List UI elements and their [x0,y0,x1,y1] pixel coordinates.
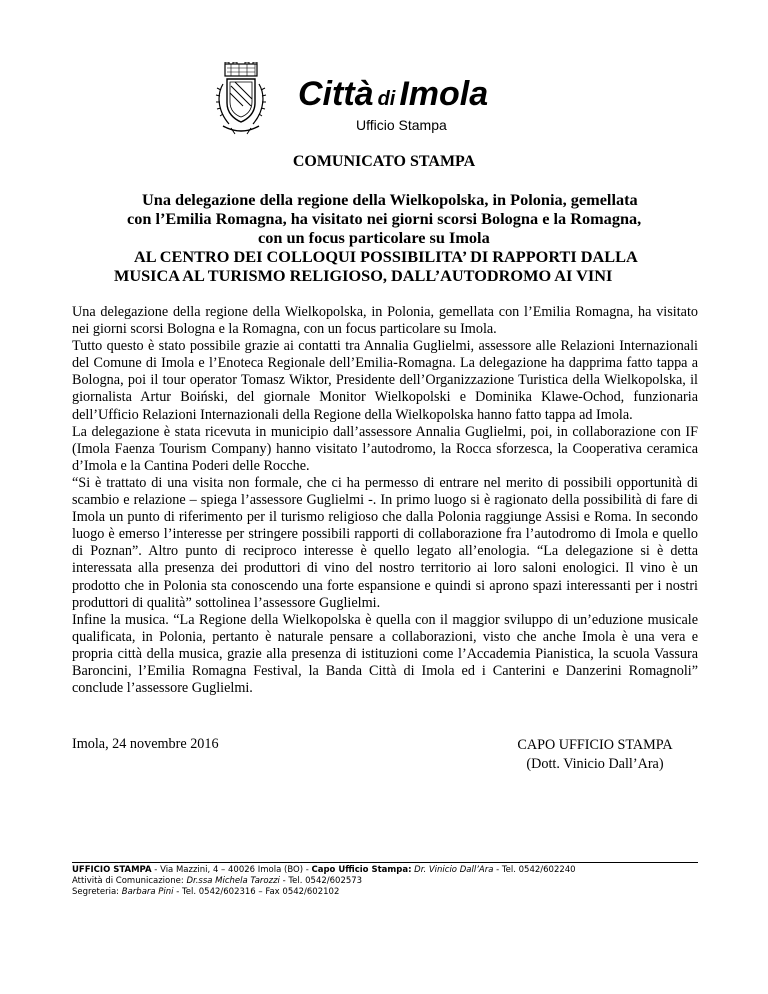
footer-line-1 [72,865,576,876]
signature-title: CAPO UFFICIO STAMPA [517,737,673,753]
footer [72,865,576,898]
article-body [72,304,698,697]
footer-line-3 [72,887,576,898]
footer-head-phone: - Tel. 0542/602240 [493,865,576,875]
footer-head-name: Dr. Vinicio Dall’Ara [411,865,494,875]
city-name-last: Imola [399,75,489,113]
headline-line-4: AL CENTRO DEI COLLOQUI POSSIBILITA’ DI RAPPORTI DALLA [134,247,638,266]
headline-line-5: MUSICA AL TURISMO RELIGIOSO, DALL’AUTODROMO AI VINI [114,266,613,285]
paragraph-1: Una delegazione della regione della Wielkopolska, in Polonia, gemellata con l’Emilia Romagna, ha visitato nei giorni scorsi Bologna e la Romagna, con un focus particolare su Imola. [72,304,698,338]
footer-secretary-phone: - Tel. 0542/602316 – Fax 0542/602102 [173,887,340,897]
date-line: Imola, 24 novembre 2016 [72,736,219,752]
imola-coat-of-arms-icon [213,62,269,136]
footer-divider [72,862,698,863]
footer-communication-name: Dr.ssa Michela Tarozzi [186,876,280,886]
footer-secretary-label: Segreteria: [72,887,122,897]
signature-block [495,736,695,774]
paragraph-3: La delegazione è stata ricevuta in municipio dall’assessore Annalia Guglielmi, poi, in collaborazione con IF (Imola Faenza Tourism Company) hanno visitato l’autodromo, la Rocca sforzesca, la Cooperativa ceramica d’Imola e la Cantina Poderi delle Rocche. [72,423,698,474]
paragraph-5: Infine la musica. “La Regione della Wielkopolska è quella con il maggior sviluppo di un’eduzione musicale qualificata, in Polonia, pertanto è naturale pensare a collaborazioni, visto che anche Imola è una vera e propria città della musica, grazie alla presenza di istituzioni come l’Accademia Pianistica, la scuola Vassura Baroncini, l’Emilia Romagna Festival, la Banda Città di Imola ed i Canterini e Danzerini Romagnoli” conclude l’assessore Guglielmi. [72,611,698,697]
signature-name: (Dott. Vinicio Dall’Ara) [526,756,664,772]
footer-communication-phone: - Tel. 0542/602573 [279,876,363,886]
footer-address: - Via Mazzini, 4 – 40026 Imola (BO) - [151,865,312,875]
footer-line-2 [72,876,576,887]
headline-line-3: con un focus particolare su Imola [258,228,490,247]
city-name-di: di [377,88,396,110]
footer-office-label: UFFICIO STAMPA [72,865,152,875]
paragraph-4: “Si è trattato di una visita non formale, che ci ha permesso di entrare nel merito di possibili opportunità di scambio e relazione – spiega l’assessore Guglielmi -. In primo luogo si è ragionato della possibilità di fare di Imola un punto di riferimento per il turismo religioso che dalla Polonia raggiunge Assisi e Roma. In secondo luogo è emerso l’interesse per stringere possibili rapporti di collaborazione fra l’autodromo di Imola e quello di Poznan”. Altro punto di reciproco interesse è quello legato all’enologia. “La delegazione si è detta interessata alla presenza dei produttori di vino del nostro territorio ai loro saloni enologici. Il vino è un prodotto che in Polonia sta conoscendo una forte espansione e quindi si aprono spazi interessanti per i nostri produttori di qualità” sottolinea l’assessore Guglielmi. [72,474,698,611]
footer-secretary-name: Barbara Pini [121,887,174,897]
headline-line-2: con l’Emilia Romagna, ha visitato nei giorni scorsi Bologna e la Romagna, [127,209,642,228]
footer-communication-label: Attività di Comunicazione: [72,876,187,886]
city-title [298,74,488,119]
office-name: Ufficio Stampa [356,117,447,133]
city-name-first: Città [298,75,374,113]
document-type: COMUNICATO STAMPA [292,153,476,170]
footer-head-label: Capo Ufficio Stampa: [311,865,412,875]
headline-line-1: Una delegazione della regione della Wielkopolska, in Polonia, gemellata [142,190,638,209]
paragraph-2: Tutto questo è stato possibile grazie ai contatti tra Annalia Guglielmi, assessore alle Relazioni Internazionali del Comune di Imola e l’Enoteca Regionale dell’Emilia-Romagna. La delegazione ha dapprima fatto tappa a Bologna, poi il tour operator Tomasz Wiktor, Presidente dell’Organizzazione Turistica della Wielkopolska, il giornalista Artur Boiński, del giornale Monitor Wielkopolski e Dominika Klawe-Ochod, funzionaria dell’Ufficio Relazioni Internazionali della Regione della Wielkopolska hanno fatto tappa ad Imola. [72,338,698,423]
